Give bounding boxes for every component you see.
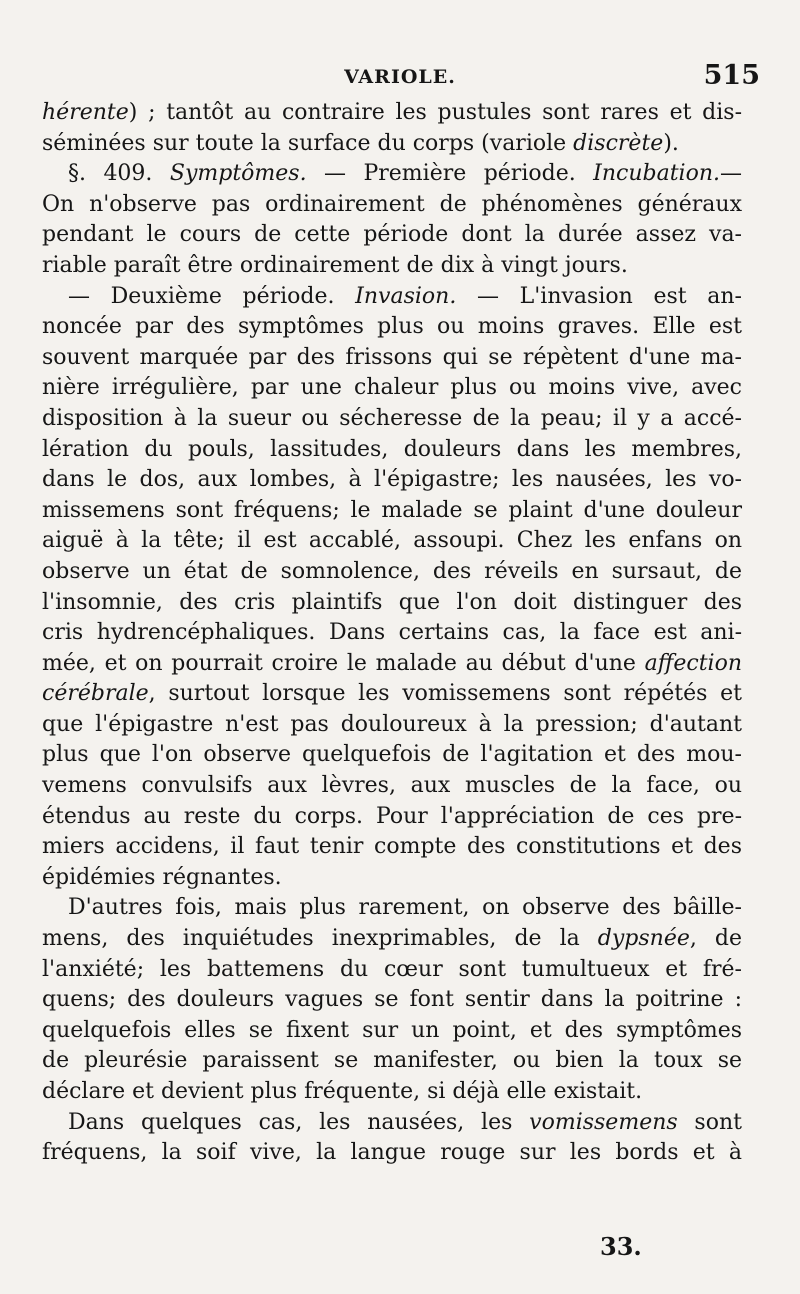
text-line: [42, 649, 742, 680]
text-line: [42, 435, 742, 466]
text-run: — Première période.: [306, 161, 594, 187]
text-line: [42, 465, 742, 496]
italic-text: affection: [644, 650, 742, 676]
text-run: aiguë à la tête; il est accablé, assoupi. Chez les enfans on: [42, 528, 742, 554]
italic-text: vomissemens: [529, 1109, 678, 1135]
text-run: souvent marquée par des frissons qui se répètent d'une ma-: [42, 344, 742, 370]
italic-text: hérente: [42, 100, 129, 125]
page-header: [40, 60, 760, 96]
text-run: — Deuxième période.: [68, 283, 356, 309]
italic-text: Invasion.: [355, 283, 457, 309]
body-text: [42, 98, 742, 1169]
text-line: [42, 312, 742, 343]
text-run: , surtout lorsque les vomissemens sont répétés et: [148, 681, 742, 707]
text-run: plus que l'on observe quelquefois de l'agitation et des mou-: [42, 742, 742, 768]
text-line: [42, 618, 742, 649]
text-line: [42, 588, 742, 619]
text-run: déclare et devient plus fréquente, si déjà elle existait.: [42, 1079, 643, 1104]
text-run: quens; des douleurs vagues se font sentir dans la poitrine :: [42, 987, 742, 1013]
text-line: [42, 679, 742, 710]
text-run: — L'invasion est an-: [456, 283, 742, 309]
text-run: quelquefois elles se fixent sur un point, et des symptômes: [42, 1017, 742, 1043]
text-run: l'anxiété; les battemens du cœur sont tumultueux et fré-: [42, 956, 742, 982]
text-line: [42, 343, 742, 374]
text-line: [42, 282, 742, 313]
italic-text: cérébrale: [42, 681, 149, 707]
italic-text: dypsnée: [597, 926, 690, 952]
signature-mark: 33.: [600, 1232, 642, 1261]
text-run: nière irrégulière, par une chaleur plus ou moins vive, avec: [42, 375, 742, 401]
text-run: sont: [677, 1109, 742, 1135]
text-run: dans le dos, aux lombes, à l'épigastre; les nausées, les vo-: [42, 467, 742, 493]
text-line: [42, 955, 742, 986]
text-run: D'autres fois, mais plus rarement, on observe des bâille-: [68, 895, 742, 921]
text-line: [42, 924, 742, 955]
text-line: [42, 159, 742, 190]
text-run: , de: [689, 926, 742, 952]
text-line: [42, 373, 742, 404]
text-line: [42, 771, 742, 802]
text-run: pendant le cours de cette période dont la durée assez va-: [42, 222, 742, 248]
text-line: [42, 863, 742, 894]
running-head: VARIOLE.: [344, 66, 456, 88]
text-run: épidémies régnantes.: [42, 864, 282, 890]
text-run: vemens convulsifs aux lèvres, aux muscles de la face, ou: [42, 773, 742, 799]
text-run: de pleurésie paraissent se manifester, ou bien la toux se: [42, 1048, 742, 1074]
text-line: [42, 190, 742, 221]
text-line: [42, 893, 742, 924]
text-run: séminées sur toute la surface du corps (variole: [42, 130, 574, 156]
text-run: ).: [663, 130, 679, 156]
text-run: disposition à la sueur ou sécheresse de la peau; il y a accé-: [42, 405, 742, 431]
text-run: étendus au reste du corps. Pour l'appréciation de ces pre-: [42, 803, 742, 829]
text-run: miers accidens, il faut tenir compte des constitutions et des: [42, 834, 742, 860]
text-line: [42, 710, 742, 741]
text-line: [42, 129, 742, 160]
text-line: [42, 98, 742, 129]
text-run: mée, et on pourrait croire le malade au début d'une: [42, 650, 645, 676]
text-run: §. 409.: [68, 161, 170, 187]
text-line: [42, 251, 742, 282]
text-line: [42, 832, 742, 863]
text-line: [42, 1016, 742, 1047]
text-line: [42, 1108, 742, 1139]
text-run: —: [720, 161, 742, 187]
text-line: [42, 740, 742, 771]
text-run: Dans quelques cas, les nausées, les: [68, 1109, 530, 1135]
text-run: missemens sont fréquens; le malade se plaint d'une douleur: [42, 497, 742, 523]
text-run: que l'épigastre n'est pas douloureux à la pression; d'autant: [42, 711, 742, 737]
text-run: observe un état de somnolence, des réveils en sursaut, de: [42, 558, 742, 584]
text-run: mens, des inquiétudes inexprimables, de la: [42, 926, 598, 952]
text-line: [42, 404, 742, 435]
text-line: [42, 526, 742, 557]
text-line: [42, 985, 742, 1016]
text-line: [42, 557, 742, 588]
text-run: cris hydrencéphaliques. Dans certains cas, la face est ani-: [42, 620, 742, 646]
text-run: noncée par des symptômes plus ou moins graves. Elle est: [42, 314, 742, 340]
text-line: [42, 220, 742, 251]
page-number: 515: [703, 60, 760, 91]
italic-text: Incubation.: [593, 161, 720, 187]
italic-text: discrète: [573, 130, 664, 156]
text-run: lération du pouls, lassitudes, douleurs dans les membres,: [42, 436, 742, 462]
text-run: riable paraît être ordinairement de dix à vingt jours.: [42, 252, 628, 278]
text-line: [42, 802, 742, 833]
text-line: [42, 1138, 742, 1169]
text-run: fréquens, la soif vive, la langue rouge sur les bords et à: [42, 1140, 742, 1166]
text-line: [42, 1046, 742, 1077]
text-run: ) ; tantôt au contraire les pustules sont rares et dis-: [128, 100, 742, 125]
text-run: l'insomnie, des cris plaintifs que l'on doit distinguer des: [42, 589, 742, 615]
italic-text: Symptômes.: [169, 161, 307, 187]
text-line: [42, 496, 742, 527]
text-line: [42, 1077, 742, 1108]
text-run: On n'observe pas ordinairement de phénomènes généraux: [42, 191, 742, 217]
